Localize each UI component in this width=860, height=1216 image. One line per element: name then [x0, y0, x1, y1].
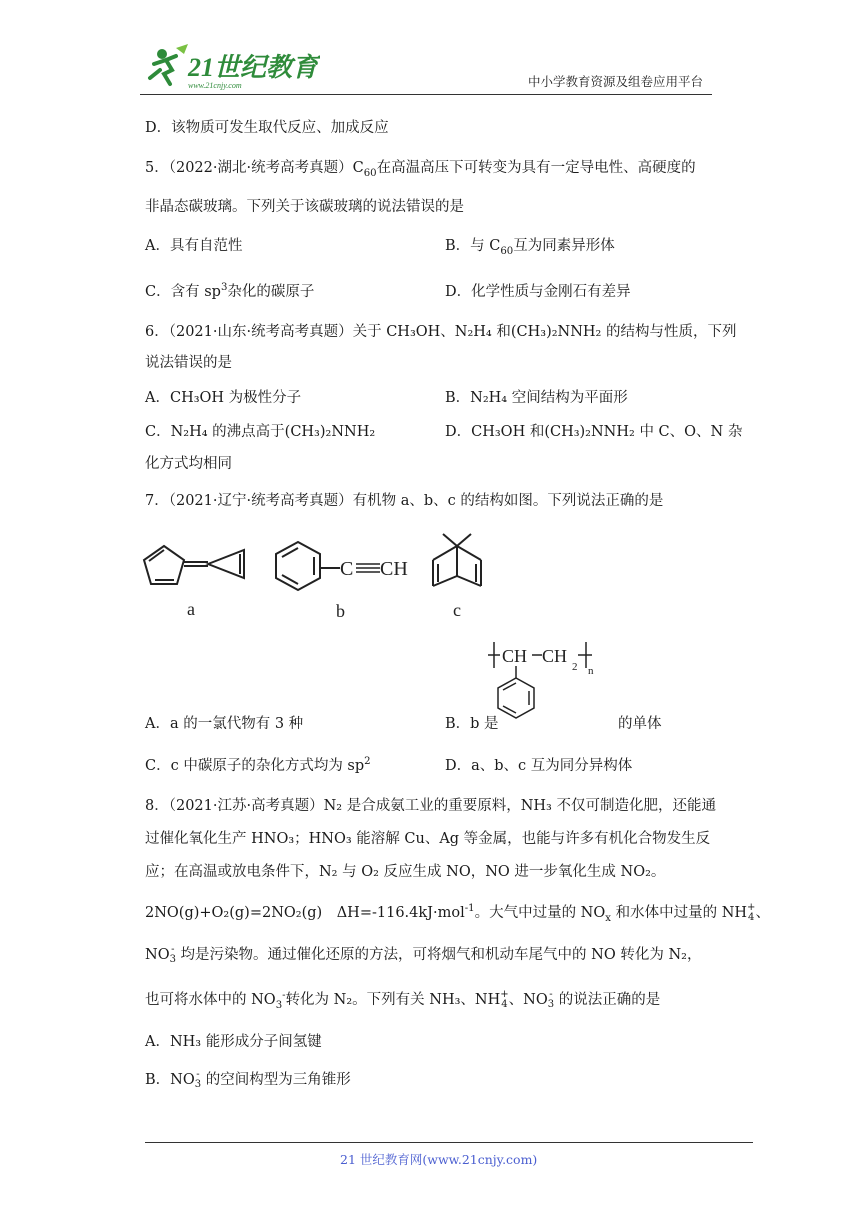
q8-stem-line4: 2NO(g)+O₂(g)=2NO₂(g) ΔH=-116.4kJ·mol$^{-1}$。大气中过量的 $NO_x$ 和水体中过量的 NH+ 4、: [145, 902, 770, 924]
q5-option-c: C．含有 $sp^3$杂化的碳原子: [145, 282, 315, 300]
structure-b: [270, 538, 420, 628]
header-divider: [140, 94, 712, 95]
q4-option-d: D．该物质可发生取代反应、加成反应: [145, 120, 389, 136]
polymer-ch: CH: [502, 646, 528, 666]
q6-option-d-cont: 化方式均相同: [145, 456, 232, 472]
polymer-ch2: CH: [542, 646, 568, 666]
q7-option-c: C．c 中碳原子的杂化方式均为 $sp^2$: [145, 756, 371, 774]
label-b-c: C: [340, 558, 354, 580]
q6-option-a: A．CH₃OH 为极性分子: [145, 390, 302, 406]
q5-stem-line2: 非晶态碳玻璃。下列关于该碳玻璃的说法错误的是: [145, 199, 464, 215]
q7-stem: 7．（2021·辽宁·统考高考真题）有机物 a、b、c 的结构如图。下列说法正确的是: [145, 493, 664, 509]
q6-option-c: C．N₂H₄ 的沸点高于(CH₃)₂NNH₂: [145, 424, 376, 440]
q8-option-b: B．NO- 3 的空间构型为三角锥形: [145, 1069, 351, 1090]
site-logo[interactable]: [140, 40, 320, 98]
q6-option-d: D．CH₃OH 和(CH₃)₂NNH₂ 中 C、O、N 杂: [445, 424, 743, 440]
q7-option-d: D．a、b、c 互为同分异构体: [445, 758, 633, 774]
polymer-n: n: [588, 665, 594, 677]
header-slogan: 中小学教育资源及组卷应用平台: [528, 74, 704, 89]
logo-url: www.21cnjy.com: [188, 81, 242, 90]
q5-option-a: A．具有自范性: [145, 238, 243, 254]
label-a: a: [187, 599, 195, 619]
q7-option-b-post: 的单体: [618, 716, 662, 732]
q6-stem-line2: 说法错误的是: [145, 355, 232, 371]
q5-option-d: D．化学性质与金刚石有差异: [445, 284, 631, 300]
q5-option-b: B．与 $C_{60}$互为同素异形体: [445, 238, 615, 257]
q6-option-b: B．N₂H₄ 空间结构为平面形: [445, 390, 628, 406]
q8-option-a: A．NH₃ 能形成分子间氢键: [145, 1034, 322, 1050]
polymer-sub2: 2: [572, 661, 578, 673]
q6-stem-line1: 6．（2021·山东·统考高考真题）关于 CH₃OH、N₂H₄ 和(CH₃)₂NNH₂ 的结构与性质，下列: [145, 324, 737, 340]
runner-icon: [150, 44, 188, 84]
logo-text: 21世纪教育: [188, 53, 319, 82]
q7-option-a: A．a 的一氯代物有 3 种: [145, 716, 304, 732]
structure-a: [140, 540, 260, 624]
q5-stem-line1: 5．（2022·湖北·统考高考真题）$C_{60}$在高温高压下可转变为具有一定导电性、高硬度的: [145, 160, 696, 179]
q8-stem-line3: 应；在高温或放电条件下，N₂ 与 O₂ 反应生成 NO，NO 进一步氧化生成 NO₂。: [145, 864, 666, 880]
q8-stem-line5: NO- 3 均是污染物。通过催化还原的方法，可将烟气和机动车尾气中的 NO 转化为 N₂，: [145, 944, 702, 965]
q8-stem-line1: 8．（2021·江苏·高考真题）N₂ 是合成氨工业的重要原料，NH₃ 不仅可制造化肥，还能通: [145, 798, 716, 814]
structure-c: [425, 526, 495, 626]
label-c: c: [453, 600, 461, 620]
q8-stem-line6: 也可将水体中的 $NO_3^-$转化为 N₂。下列有关 NH₃、NH+ 4、NO- 3 的说法正确的是: [145, 989, 661, 1011]
label-b-ch: CH: [380, 558, 408, 580]
footer-divider: [145, 1142, 753, 1143]
q8-stem-line2: 过催化氧化生产 HNO₃；HNO₃ 能溶解 Cu、Ag 等金属，也能与许多有机化合物发生反: [145, 831, 711, 847]
label-b: b: [336, 601, 345, 621]
polystyrene-structure: [488, 638, 618, 732]
footer-link[interactable]: 21 世纪教育网(www.21cnjy.com): [340, 1152, 538, 1167]
q7-option-b-pre: B．b 是: [445, 716, 499, 732]
